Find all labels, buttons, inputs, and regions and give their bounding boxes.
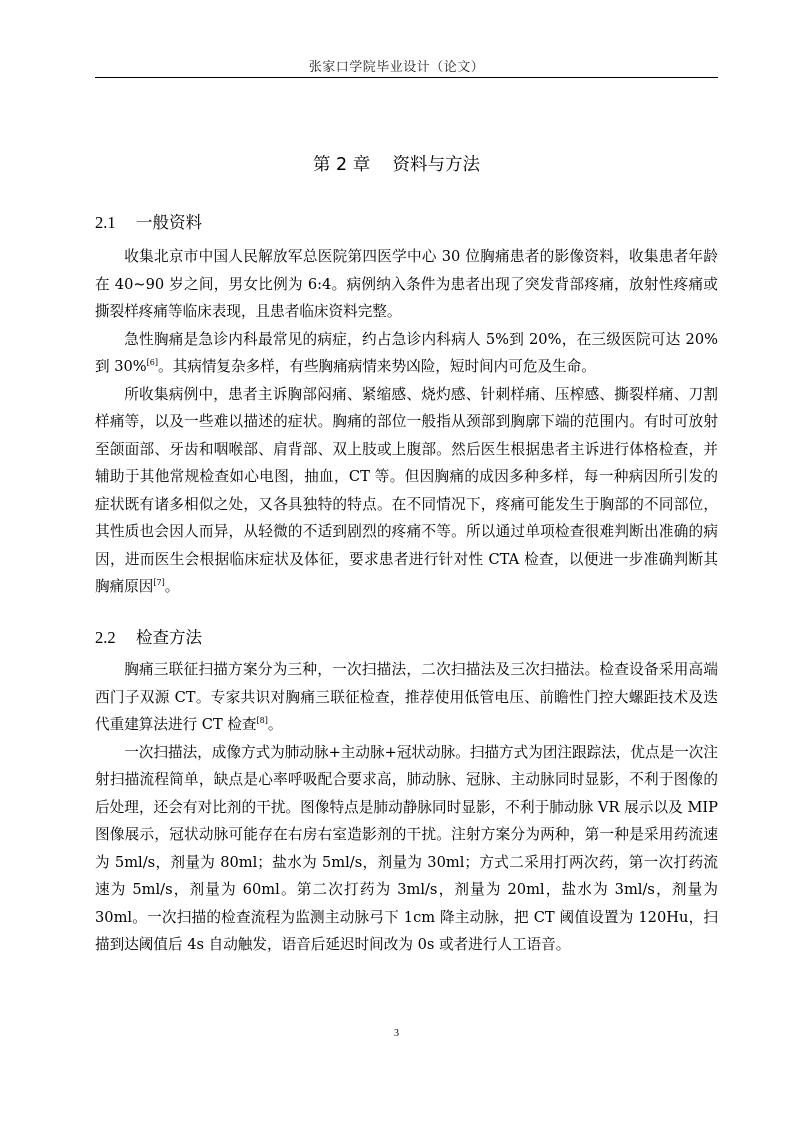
section-title: 一般资料	[136, 213, 202, 232]
paragraph: 急性胸痛是急诊内科最常见的病症，约占急诊内科病人 5%到 20%，在三级医院可达 20%到 30%[6]。其病情复杂多样，有些胸痛病情来势凶险，短时间内可危及生命。	[95, 330, 718, 375]
citation-ref: [7]	[153, 578, 165, 588]
page-number: 3	[394, 1028, 399, 1039]
chapter-title: 资料与方法	[392, 155, 481, 175]
paragraph: 一次扫描法，成像方式为肺动脉+主动脉+冠状动脉。扫描方式为团注跟踪法，优点是一次注射扫描流程简单，缺点是心率呼吸配合要求高，肺动脉、冠脉、主动脉同时显影，不利于图像的后处理，还会有对比剂的干扰。图像特点是肺动静脉同时显影，不利于肺动脉 VR 展示以及 MIP 图像展示，冠状动脉可能存在右房右室造影剂的干扰。注射方案分为两种，第一种是采用药流速为 5ml/s，剂量为 80ml；盐水为 5ml/s，剂量为 30ml；方式二采用打两次药，第一次打药流速为 5ml/s，剂量为 60ml。第二次打药为 3ml/s，剂量为 20ml，盐水为 3ml/s，剂量为 30ml。一次扫描的检查流程为监测主动脉弓下 1cm 降主动脉，把 CT 阈值设置为 120Hu，扫描到达阈值后 4s 自动触发，语音后延迟时间改为 0s 或者进行人工语音。	[95, 743, 718, 953]
chapter-number: 第 2 章	[312, 155, 371, 175]
section-heading-2-1	[95, 209, 202, 233]
section-title: 检查方法	[136, 628, 202, 647]
header-rule	[95, 77, 718, 78]
chapter-heading	[0, 151, 793, 176]
citation-ref: [6]	[146, 358, 159, 368]
section-number: 2.1	[95, 213, 116, 232]
section-number: 2.2	[95, 628, 116, 647]
paragraph: 收集北京市中国人民解放军总医院第四医学中心 30 位胸痛患者的影像资料，收集患者年龄在 40~90 岁之间，男女比例为 6:4。病例纳入条件为患者出现了突发背部疼痛，放射性疼痛或撕裂样疼痛等临床表现，且患者临床资料完整。	[95, 248, 718, 320]
section-2-2-body	[95, 656, 718, 959]
section-heading-2-2	[95, 624, 202, 648]
section-2-1-body	[95, 243, 718, 601]
running-header: 张家口学院毕业设计（论文）	[308, 60, 485, 75]
paragraph: 所收集病例中，患者主诉胸部闷痛、紧缩感、烧灼感、针刺样痛、压榨感、撕裂样痛、刀割样痛等，以及一些难以描述的症状。胸痛的部位一般指从颈部到胸廓下端的范围内。有时可放射至颌面部、牙齿和咽喉部、肩背部、双上肢或上腹部。然后医生根据患者主诉进行体格检查，并辅助于其他常规检查如心电图，抽血，CT 等。但因胸痛的成因多种多样，每一种病因所引发的症状既有诸多相似之处，又各具独特的特点。在不同情况下，疼痛可能发生于胸部的不同部位，其性质也会因人而异，从轻微的不适到剧烈的疼痛不等。所以通过单项检查很难判断出准确的病因，进而医生会根据临床症状及体征，要求患者进行针对性 CTA 检查，以便进一步准确判断其胸痛原因[7]。	[95, 385, 718, 595]
paragraph: 胸痛三联征扫描方案分为三种，一次扫描法，二次扫描法及三次扫描法。检查设备采用高端西门子双源 CT。专家共识对胸痛三联征检查，推荐使用低管电压、前瞻性门控大螺距技术及迭代重建算法进行 CT 检查[8]。	[95, 661, 718, 733]
citation-ref: [8]	[256, 716, 268, 726]
